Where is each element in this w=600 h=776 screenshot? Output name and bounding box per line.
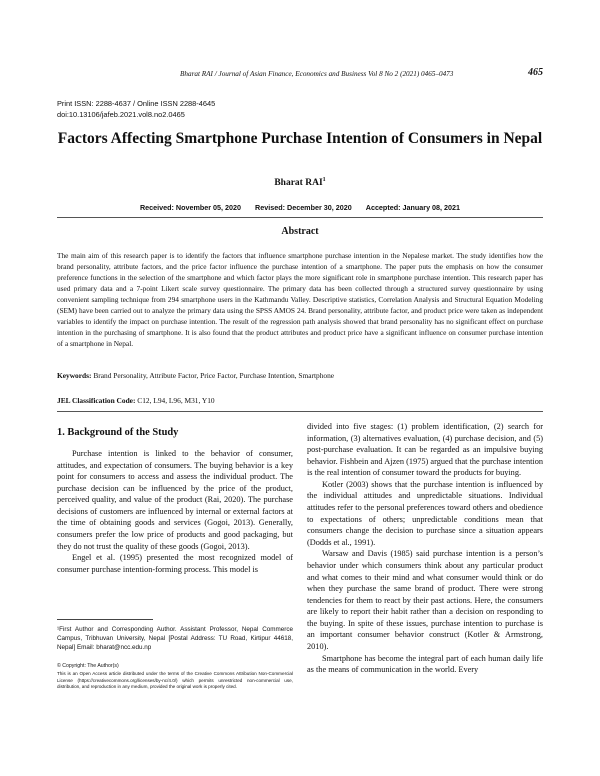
keywords-text: Brand Personality, Attribute Factor, Price Factor, Purchase Intention, Smartphone: [93, 371, 335, 380]
right-column: [307, 421, 543, 676]
jel-label: JEL Classification Code:: [57, 396, 136, 405]
paragraph: Purchase intention is linked to the behavior of consumer, attitudes, and expectation of consumers. The buying behavior is a key point for consumers to access and assess the individual product. The purchase decision can be influenced by the price of the product, perceived quality, and value of the product (Rai, 2020). The purchase decisions of customers are influenced by internal or external factors at the time of obtaining goods and services (Gogoi, 2013). Generally, consumers prefer the low price of products and good packaging, but they do not trust the quality of these goods (Gogoi, 2013).: [57, 449, 293, 551]
keywords: [57, 370, 543, 381]
jel-codes: C12, L94, L96, M31, Y10: [137, 396, 215, 405]
author-name: Bharat RAI: [274, 178, 323, 189]
jel-classification: [57, 395, 543, 406]
revised-date: Revised: December 30, 2020: [255, 203, 352, 212]
paragraph: divided into five stages: (1) problem identification, (2) search for information, (3) alternatives evaluation, (4) purchase decision, and (5) post-purchase evaluation. It can be regarded as an impulsive buying behavior. Fishbein and Ajzen (1975) argued that the purchase intention is the real intention of consumer toward the products for buying.: [307, 422, 543, 478]
running-head: Bharat RAI / Journal of Asian Finance, Economics and Business Vol 8 No 2 (2021) 0465–0473: [180, 70, 454, 78]
author-line: [40, 177, 560, 188]
article-dates: [40, 203, 560, 212]
issn-line: Print ISSN: 2288-4637 / Online ISSN 2288-4645: [57, 99, 216, 108]
received-date: Received: November 05, 2020: [139, 203, 242, 212]
paragraph: Engel et al. (1995) presented the most recognized model of consumer purchase intention-forming process. This model is: [57, 553, 293, 574]
abstract-heading: Abstract: [281, 226, 319, 237]
accepted-date: Accepted: January 08, 2021: [365, 203, 461, 212]
abstract-body: The main aim of this research paper is to identify the factors that influence smartphone purchase intention in the Nepalese market. The study identifies how the brand personality, attribute factors, and the price factor influence the purchase intention of a smartphone. The paper puts the emphasis on how the consumer preference functions in the selection of the smartphone and which factor plays the more significant role in smartphone purchase intention. This research paper has used primary data and a 7-point Likert scale survey questionnaire. The primary data has been collected through a structured survey questionnaire by using convenient sampling technique from 294 smartphone users in the Kathmandu Valley. Descriptive statistics, Correlation Analysis and Structural Equation Modeling (SEM) have been carried out to analyze the primary data using the SPSS AMOS 24. Brand personality, attribute factor, and product price were taken as independent variables to identify the impact on purchase intention. The result of the regression path analysis showed that brand personality has no significant effect on purchase intention in the purchasing of smartphone. It is also found that the product attributes and product price have a significant influence on consumer purchase intention of a smartphone in Nepal.: [57, 251, 543, 349]
keywords-label: Keywords:: [57, 371, 92, 380]
paragraph: Warsaw and Davis (1985) said purchase intention is a person’s behavior under which consumers think about any particular product and what comes to their mind and what consumer would think or do when they purchase the same brand of product. There were strong tendencies for them to react by their past actions. Here, the consumers are likely to report their habit rather than a decision on responding to the buying. In spite of these issues, purchase intention to purchase is an important consumer behavior construct (Kotler & Armstrong, 2010).: [307, 549, 543, 651]
paragraph: Smartphone has become the integral part of each human daily life as the means of communication in the world. Every: [307, 653, 543, 675]
author-footnote: ¹First Author and Corresponding Author. Assistant Professor, Nepal Commerce Campus, Tribhuvan University, Nepal [Postal Address: TU Road, Kirtipur 44618, Nepal] Email: bharat@ncc.edu.np: [57, 626, 293, 651]
author-footnote-mark: 1: [322, 177, 326, 183]
publication-info: [57, 98, 215, 120]
section-heading: 1. Background of the Study: [57, 427, 179, 438]
footnote-rule: [57, 619, 153, 620]
copyright-heading: © Copyright: The Author(s): [57, 663, 119, 669]
license-text: This is an Open Access article distributed under the terms of the Creative Commons Attribution Non-Commercial License (https://creativecommons.org/licenses/by-nc/4.0/) which permits unrestricted non-commercial use, distribution, and reproduction in any medium, provided the original work is properly cited.: [57, 670, 293, 690]
article-title: Factors Affecting Smartphone Purchase Intention of Consumers in Nepal: [57, 130, 543, 147]
divider-bottom: [57, 411, 543, 412]
page-number: 465: [528, 67, 543, 78]
divider-top: [57, 217, 543, 218]
doi-line[interactable]: doi:10.13106/jafeb.2021.vol8.no2.0465: [57, 110, 185, 119]
left-column: [57, 448, 293, 575]
paragraph: Kotler (2003) shows that the purchase intention is influenced by the individual attitudes and unpredictable situations. Individual attitudes refer to the personal preferences toward others and obedience to expectations of others; unpredictable conditions mean that consumers change the decision to purchase since a situation appears (Dodds et al., 1991).: [307, 479, 543, 547]
copyright-notice: [57, 663, 293, 691]
